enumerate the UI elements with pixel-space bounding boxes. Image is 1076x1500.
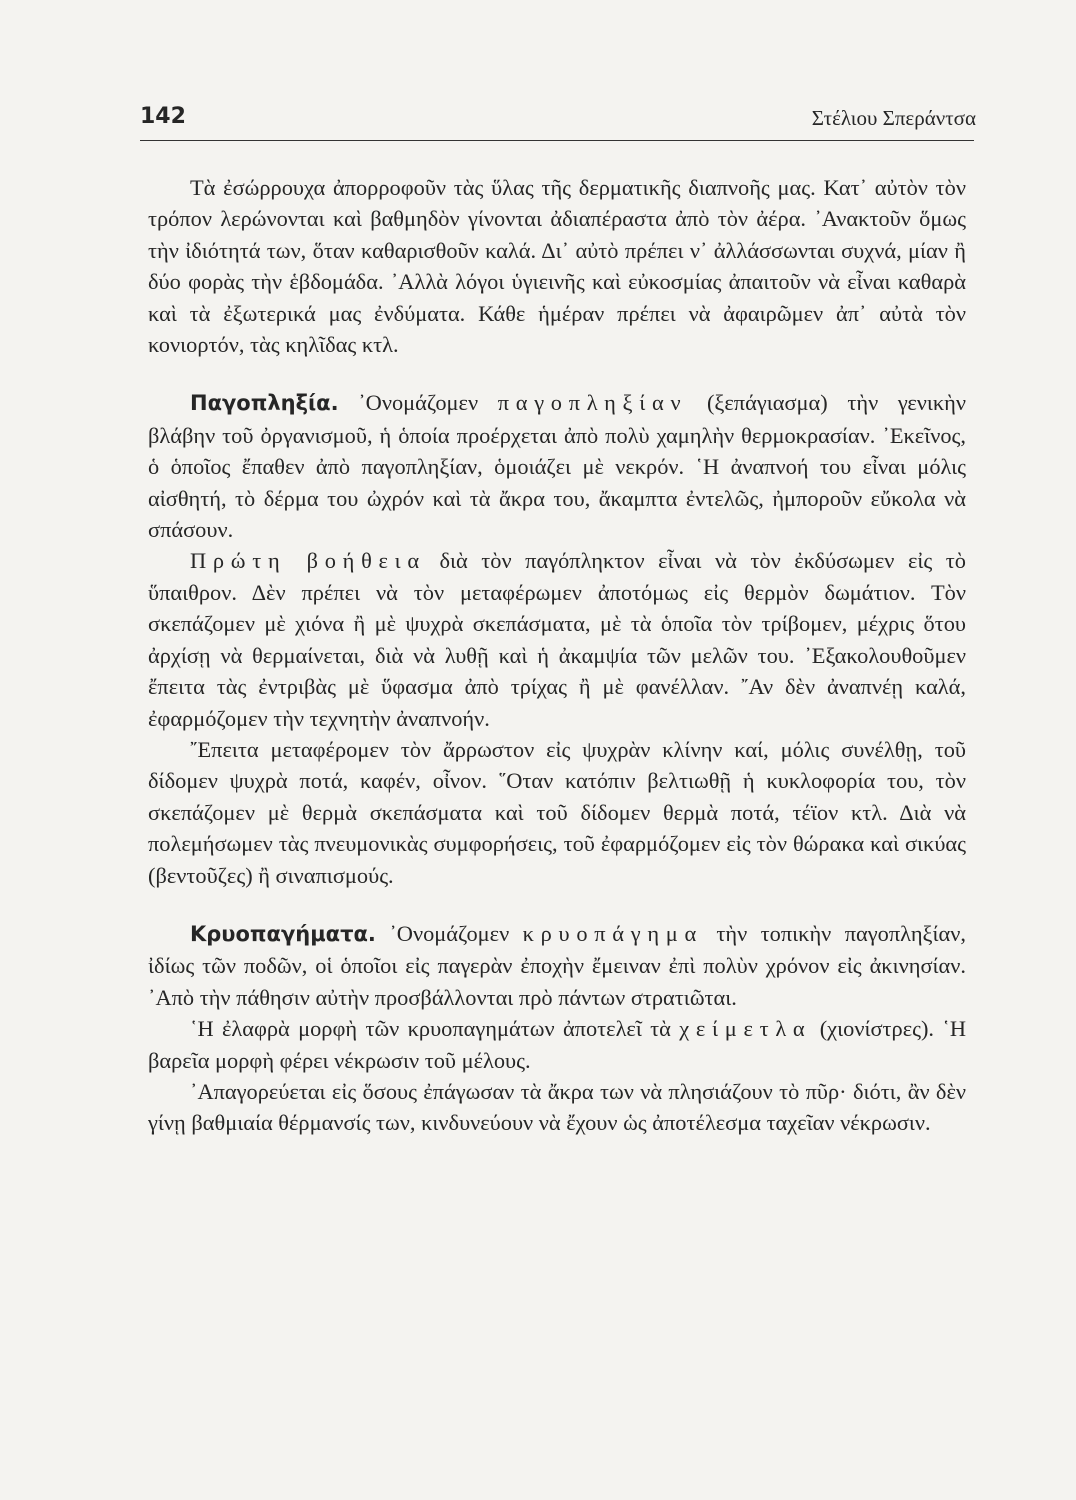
paragraph-text: ᾿Ονομάζομεν [338,390,498,416]
paragraph-underwear: Τὰ ἐσώρρουχα ἀπορροφοῦν τὰς ὕλας τῆς δερματικῆς διαπνοῆς μας. Κατ᾿ αὐτὸν τὸν τρόπον λερώνονται καὶ βαθμηδὸν γίνονται ἀδιαπέραστα ἀπὸ τὸν ἀέρα. ᾿Ανακτοῦν ὅμως τὴν ἰδιότητά των, ὅταν καθαρισθοῦν καλά. Δι᾿ αὐτὸ πρέπει ν᾿ ἀλλάσσωνται συχνά, μίαν ἢ δύο φορὰς τὴν ἑβδομάδα. ᾿Αλλὰ λόγοι ὑγιεινῆς καὶ εὐκοσμίας ἀπαιτοῦν νὰ εἶναι καθαρὰ καὶ τὰ ἐξωτερικά μας ἐνδύματα. Κάθε ἡμέραν πρέπει νὰ ἀφαιρῶμεν ἀπ᾿ αὐτὰ τὸν κονιορτόν, τὰς κηλῖδας κτλ. [148,175,966,358]
paragraph-chilblains [148,1013,966,1076]
emphasized-term: Πρώτη βοήθεια [190,548,426,574]
section-heading-pagoplixia: Παγοπληξία. [190,391,339,416]
paragraph-text: τὴν τοπικὴν παγοπληξίαν, ἰδίως τῶν ποδῶν, οἱ ὁποῖοι εἰς παγερὰν ἐποχὴν ἔμειναν ἐπὶ πολὺν χρόνον εἰς ἀκινησίαν. ᾿Απὸ τὴν πάθησιν αὐτὴν προσβάλλονται πρὸ πάντων στρατιῶται. [148,920,966,1010]
paragraph-first-aid [148,545,966,733]
emphasized-term: κρυοπάγημα [522,920,703,946]
paragraph-aftercare: ῎Επειτα μεταφέρομεν τὸν ἄρρωστον εἰς ψυχρὰν κλίνην καί, μόλις συνέλθῃ, τοῦ δίδομεν ψυχρὰ ποτά, καφέν, οἶνον. ῞Οταν κατόπιν βελτιωθῇ ἡ κυκλοφορία του, τὸν σκεπάζομεν μὲ θερμὰ σκεπάσματα καὶ τοῦ δίδομεν θερμὰ ποτά, τέϊον κτλ. Διὰ νὰ πολεμήσωμεν τὰς πνευμονικὰς συμφορήσεις, τοῦ ἐφαρμόζομεν εἰς τὸν θώρακα καὶ σικύας (βεντοῦζες) ἢ σιναπισμούς. [148,736,966,888]
running-head: Στέλιου Σπεράντσα [811,106,976,130]
emphasized-term: παγοπληξίαν [497,390,688,416]
paragraph-warning: ᾿Απαγορεύεται εἰς ὅσους ἐπάγωσαν τὰ ἄκρα των νὰ πλησιάζουν τὸ πῦρ· διότι, ἂν δὲν γίνῃ βαθμιαία θέρμανσίς των, κινδυνεύουν νὰ ἔχουν ὡς ἀποτέλεσμα ταχεῖαν νέκρωσιν. [148,1078,966,1136]
paragraph-text: (ξεπάγιασμα) τὴν γενικὴν βλάβην τοῦ ὀργανισμοῦ, ἡ ὁποία προέρχεται ἀπὸ πολὺ χαμηλὴν θερμοκρασίαν. ᾿Εκεῖνος, ὁ ὁποῖος ἔπαθεν ἀπὸ παγοπληξίαν, ὁμοιάζει μὲ νεκρόν. ῾Η ἀναπνοή του εἶναι μόλις αἰσθητή, τὸ δέρμα του ὠχρόν καὶ τὰ ἄκρα του, ἄκαμπτα ἐντελῶς, ἠμποροῦν εὔκολα νὰ σπάσουν. [148,390,967,543]
paragraph-text: διὰ τὸν παγόπληκτον εἶναι νὰ τὸν ἐκδύσωμεν εἰς τὸ ὕπαιθρον. Δὲν πρέπει νὰ τὸν μεταφέρωμεν ἀποτόμως εἰς θερμὸν δωμάτιον. Τὸν σκεπάζομεν μὲ χιόνα ἢ μὲ ψυχρὰ σκεπάσματα, μὲ τὰ ὁποῖα τὸν τρίβομεν, μέχρις ὅτου ἀρχίσῃ νὰ θερμαίνεται, διὰ νὰ λυθῇ καὶ ἡ ἀκαμψία τῶν μελῶν του. ᾿Εξακολουθοῦμεν ἔπειτα τὰς ἐντριβὰς μὲ ὕφασμα ἀπὸ τρίχας ἢ μὲ φανέλλαν. ῎Αν δὲν ἀναπνέῃ καλά, ἐφαρμόζομεν τὴν τεχνητὴν ἀναπνοήν. [148,548,966,731]
page-number: 142 [140,104,186,129]
paragraph-frostbite-local [148,918,966,1013]
page-header [140,104,976,140]
paragraph-text: ῾Η ἐλαφρὰ μορφὴ τῶν κρυοπαγημάτων ἀποτελεῖ τὰ [190,1016,680,1042]
header-rule [140,140,974,141]
section-heading-kryopagimata: Κρυοπαγήματα. [190,921,376,946]
paragraph-text: ᾿Ονομάζομεν [375,920,523,946]
body-text [148,172,966,1139]
emphasized-term: χείμετλα [679,1016,812,1042]
paragraph-text: (χιονίστρες). ῾Η βαρεῖα μορφὴ φέρει νέκρωσιν τοῦ μέλους. [148,1016,966,1073]
paragraph-frostbite-general [148,387,966,545]
